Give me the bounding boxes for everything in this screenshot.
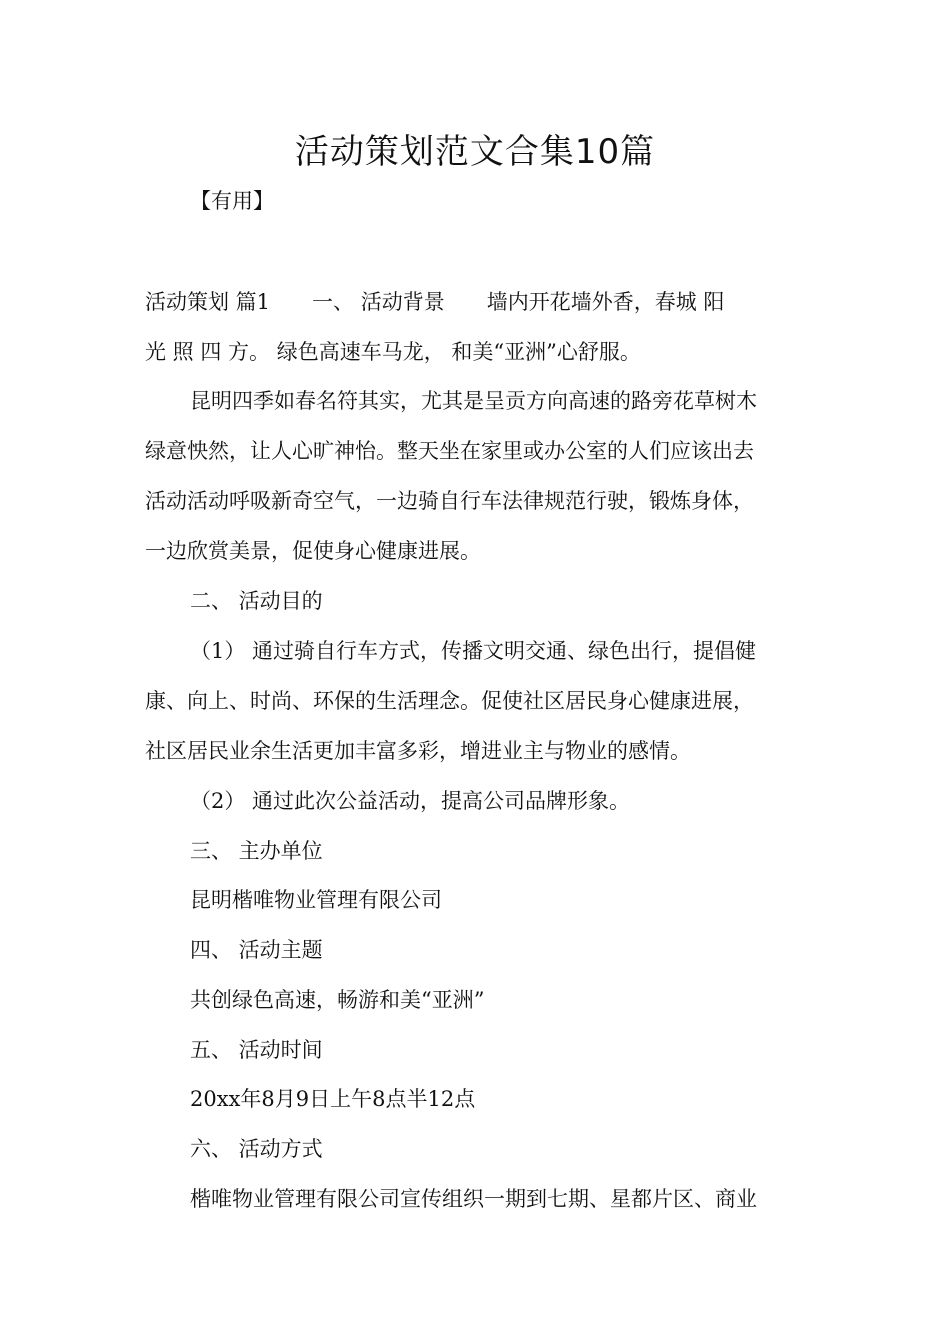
section-heading: 三、 主办单位	[190, 839, 323, 863]
text-line: 活动策划 篇1 一、 活动背景 墙内开花墙外香，春城 阳	[145, 290, 725, 314]
text-line: 一边欣赏美景，促使身心健康进展。	[145, 539, 481, 563]
text-line: 昆明四季如春名符其实，尤其是呈贡方向高速的路旁花草树木	[190, 389, 757, 413]
text-line: 楷唯物业管理有限公司宣传组织一期到七期、星都片区、商业	[190, 1187, 757, 1211]
text-line: 社区居民业余生活更加丰富多彩，增进业主与物业的感情。	[145, 739, 691, 763]
section-heading: 六、 活动方式	[190, 1137, 323, 1161]
document-title: 活动策划范文合集10篇	[294, 132, 656, 172]
section-heading: 四、 活动主题	[190, 938, 323, 962]
section-heading: 五、 活动时间	[190, 1038, 323, 1062]
text-line: （2） 通过此次公益活动，提高公司品牌形象。	[190, 789, 631, 813]
section-heading: 二、 活动目的	[190, 589, 323, 613]
text-line: 光 照 四 方。 绿色高速车马龙， 和美“亚洲”心舒服。	[145, 340, 641, 364]
text-line: 康、向上、时尚、环保的生活理念。促使社区居民身心健康进展，	[145, 689, 754, 713]
text-line: 昆明楷唯物业管理有限公司	[190, 888, 442, 912]
text-line: 20xx年8月9日上午8点半12点	[190, 1087, 476, 1111]
document-subtitle: 【有用】	[190, 189, 274, 213]
text-line: 共创绿色高速，畅游和美“亚洲”	[190, 988, 485, 1012]
text-line: 活动活动呼吸新奇空气，一边骑自行车法律规范行驶，锻炼身体，	[145, 489, 754, 513]
text-line: （1） 通过骑自行车方式，传播文明交通、绿色出行，提倡健	[190, 639, 757, 663]
text-line: 绿意怏然，让人心旷神怡。整天坐在家里或办公室的人们应该出去	[145, 439, 754, 463]
